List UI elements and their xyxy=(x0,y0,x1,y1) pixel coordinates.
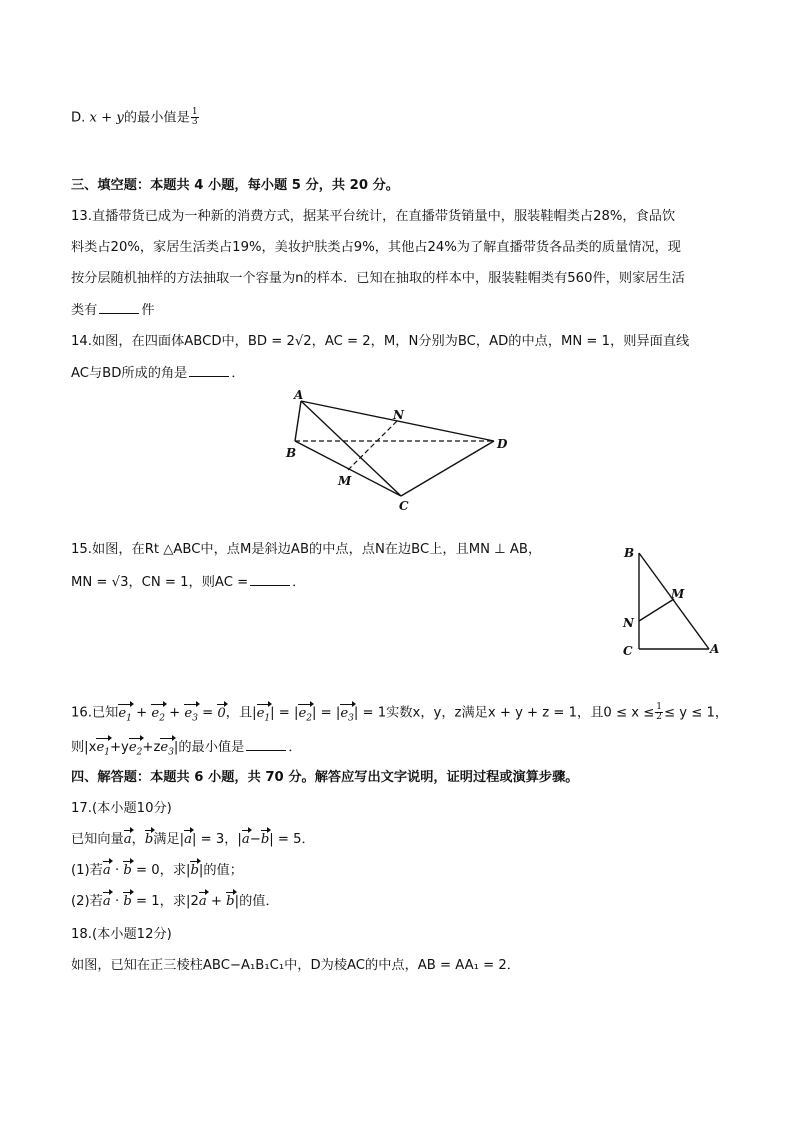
vector-b: b xyxy=(123,894,132,909)
vector-e1: $e_1$ xyxy=(96,739,110,762)
vector-a: a xyxy=(184,832,192,847)
vector-e2: $e_2$ xyxy=(298,705,312,728)
q13-line-2: 料类占20%，家居生活类占19%，美妆护肤类占9%，其他占24%为了解直播带货各品类的质量情况，现 xyxy=(71,240,681,255)
q17-part-1: (1)若a · b = 0，求|b|的值； xyxy=(71,863,243,878)
vector-b: b xyxy=(226,894,235,909)
q12-option-d: D. x + y的最小值是 $\frac{1}{3}$ xyxy=(71,107,198,127)
answer-blank xyxy=(99,301,139,314)
label-b: B xyxy=(286,446,297,460)
label-m: M xyxy=(338,474,352,488)
q13-line-3: 按分层随机抽样的方法抽取一个容量为n的样本．已知在抽取的样本中，服装鞋帽类有560件，则家居生活 xyxy=(71,271,685,286)
right-triangle-figure xyxy=(618,540,728,660)
q18-title: 18.(本小题12分) xyxy=(71,927,172,942)
q16-line-1: 16.已知$e_1 + e_2 + e_3 = 0$，且$|e_1| = |e_2| = |e_3| = 1$实数x，y，z满足x + y + z = 1，且0 ≤ x ≤ $\frac{1}{2}$ ≤ y ≤ 1， xyxy=(71,703,728,727)
vector-b: b xyxy=(190,863,199,878)
label-b: B xyxy=(624,546,635,560)
vector-e1: $e_1$ xyxy=(118,705,132,728)
vector-b: b xyxy=(123,863,132,878)
q15-line-1: 15.如图，在Rt △ABC中，点M是斜边AB的中点，点N在边BC上，且MN ⊥ AB， xyxy=(71,542,542,557)
fraction: $\frac{1}{3}$ xyxy=(191,107,198,127)
vector-a: a xyxy=(102,894,111,909)
q14-line-2: AC与BD所成的角是 ． xyxy=(71,366,245,381)
q17-part-2: (2)若a · b = 1，求|2a + b|的值． xyxy=(71,894,279,909)
label-c: C xyxy=(623,644,633,658)
vector-e3: $e_3$ xyxy=(340,705,354,728)
q13-line-1: 13.直播带货已成为一种新的消费方式，据某平台统计，在直播带货销量中，服装鞋帽类占28%，食品饮 xyxy=(71,209,676,224)
label-a: A xyxy=(710,642,720,656)
label-c: C xyxy=(399,499,409,513)
section-3-heading: 三、填空题：本题共 4 小题，每小题 5 分，共 20 分。 xyxy=(71,178,399,193)
fraction: $\frac{1}{2}$ xyxy=(656,702,663,722)
label-n: N xyxy=(393,408,404,422)
vector-e1: $e_1$ xyxy=(257,705,271,728)
label-m: M xyxy=(671,587,685,601)
vector-a: a xyxy=(241,832,250,847)
q17-title: 17.(本小题10分) xyxy=(71,801,172,816)
answer-blank xyxy=(189,364,229,377)
label-d: D xyxy=(497,437,508,451)
q16-line-2: 则$|xe_1+ye_2+ze_3|$的最小值是 ． xyxy=(71,738,302,762)
vector-a: a xyxy=(102,863,111,878)
label-a: A xyxy=(294,388,304,402)
vector-a: a xyxy=(123,832,132,847)
answer-blank xyxy=(246,738,286,751)
q17-given: 已知向量a，b满足|a| = 3，|a−b| = 5． xyxy=(71,832,315,847)
vector-e2: $e_2$ xyxy=(151,705,165,728)
q18-line-1: 如图，已知在正三棱柱ABC−A₁B₁C₁中，D为棱AC的中点，AB = AA₁ = 2． xyxy=(71,958,520,973)
vector-b: b xyxy=(144,832,154,847)
q13-line-4: 类有 件 xyxy=(71,303,155,318)
zero-vector: 0 xyxy=(217,705,226,721)
vector-e3: $e_3$ xyxy=(160,739,174,762)
section-4-heading: 四、解答题：本题共 6 小题，共 70 分。解答应写出文字说明，证明过程或演算步骤。 xyxy=(71,770,579,785)
label-n: N xyxy=(623,616,634,630)
vector-b: b xyxy=(260,832,270,847)
vector-e3: $e_3$ xyxy=(184,705,198,728)
tetrahedron-figure xyxy=(280,385,520,515)
q15-line-2: MN = √3，CN = 1，则AC = ． xyxy=(71,575,306,590)
answer-blank xyxy=(250,573,290,586)
vector-a: a xyxy=(198,894,207,909)
vector-e2: $e_2$ xyxy=(129,739,143,762)
q14-line-1: 14.如图，在四面体ABCD中，BD = 2√2，AC = 2，M，N分别为BC，AD的中点，MN = 1，则异面直线 xyxy=(71,334,690,349)
